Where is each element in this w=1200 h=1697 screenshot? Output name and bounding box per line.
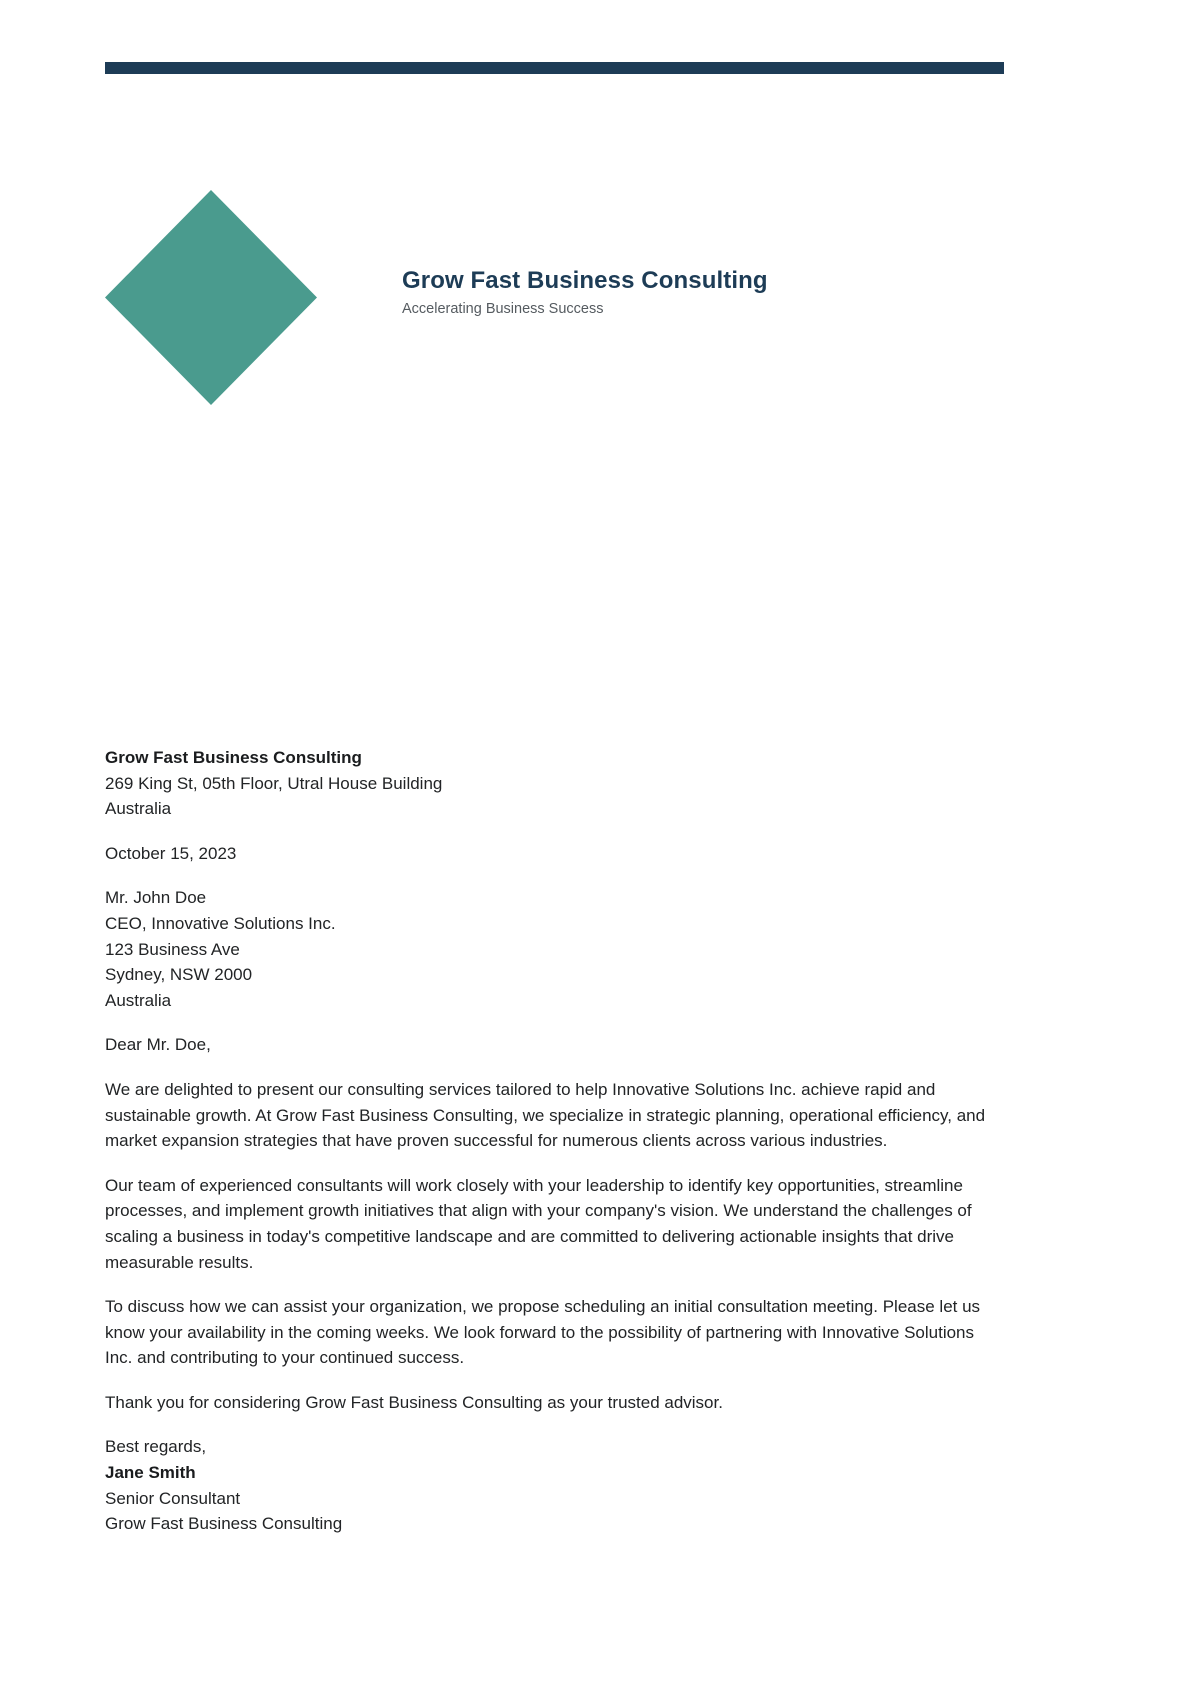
recipient-name: Mr. John Doe — [105, 888, 207, 908]
recipient-street: 123 Business Ave — [105, 939, 240, 959]
company-tagline: Accelerating Business Success — [402, 301, 604, 318]
valediction: Best regards, — [105, 1437, 207, 1457]
sender-address-block — [105, 745, 1003, 822]
diamond-logo-icon — [105, 190, 317, 405]
body-paragraph-2: Our team of experienced consultants will work closely with your leadership to identify key opportunities, streamline processes, and implement growth initiatives that align with your company's vision. We understand the challenges of scaling a business in today's competitive landscape and are committed to delivering actionable insights that drive measurable results. — [105, 1175, 972, 1272]
header-accent-rule — [105, 62, 1004, 74]
body-paragraph-3: To discuss how we can assist your organization, we propose scheduling an initial consultation meeting. Please let us know your availability in the coming weeks. We look forward to the possibility of partnering with Innovative Solutions Inc. and contributing to your continued success. — [105, 1297, 981, 1368]
company-name-heading: Grow Fast Business Consulting — [402, 267, 768, 294]
signer-title: Senior Consultant — [105, 1488, 241, 1508]
recipient-title-company: CEO, Innovative Solutions Inc. — [105, 913, 336, 933]
body-paragraph-1: We are delighted to present our consulting services tailored to help Innovative Solutions Inc. achieve rapid and sustainable growth. At Grow Fast Business Consulting, we specialize in strategic planning, operational efficiency, and market expansion strategies that have proven successful for numerous clients across various industries. — [105, 1079, 986, 1151]
sender-address-line-1: 269 King St, 05th Floor, Utral House Building — [105, 773, 443, 793]
signature-block — [105, 1434, 1003, 1536]
letter-body — [105, 745, 1003, 1537]
sender-address-line-2: Australia — [105, 799, 172, 819]
signer-name: Jane Smith — [105, 1463, 196, 1483]
recipient-country: Australia — [105, 990, 172, 1010]
brand-block — [402, 268, 1002, 319]
recipient-city-state-zip: Sydney, NSW 2000 — [105, 965, 253, 985]
salutation-block — [105, 1032, 1003, 1058]
body-paragraph-4: Thank you for considering Grow Fast Business Consulting as your trusted advisor. — [105, 1392, 723, 1412]
salutation: Dear Mr. Doe, — [105, 1035, 211, 1055]
letter-date-block — [105, 841, 1003, 867]
recipient-address-block — [105, 885, 1003, 1013]
letter-date: October 15, 2023 — [105, 843, 237, 863]
sender-name: Grow Fast Business Consulting — [105, 748, 362, 767]
letterhead — [105, 190, 1004, 405]
signer-company: Grow Fast Business Consulting — [105, 1514, 343, 1534]
